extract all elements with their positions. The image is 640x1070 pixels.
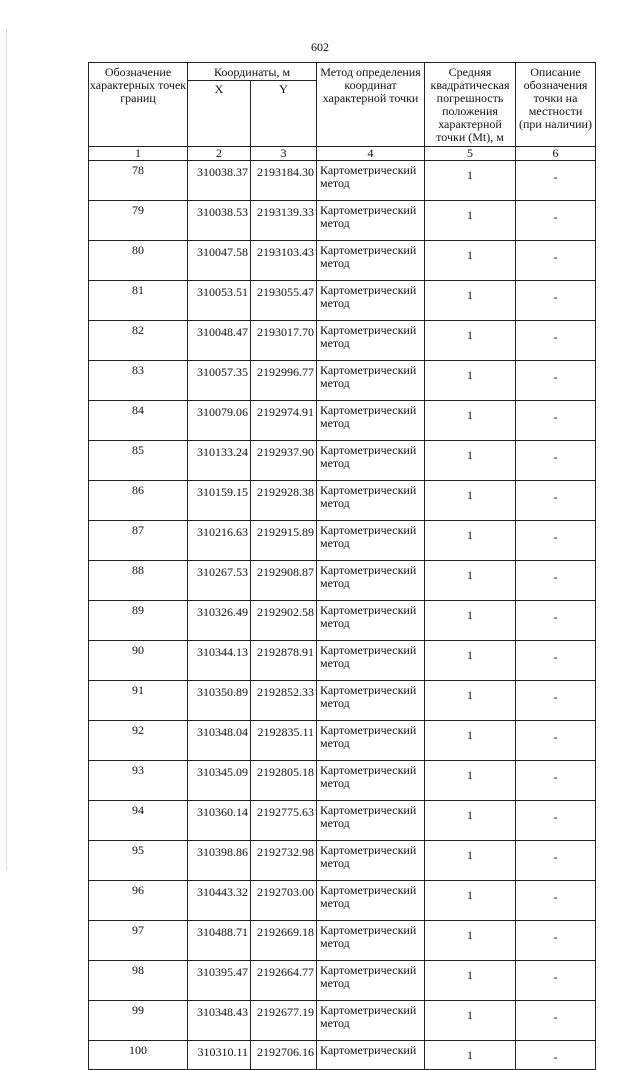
y-coordinate-cell: 2193055.47 [251,281,317,321]
method-cell: Картометрический метод [317,601,425,641]
header-x: X [188,81,251,147]
table-row [89,761,596,801]
accuracy-cell: 1 [425,281,516,321]
accuracy-cell: 1 [425,961,516,1001]
point-cell: 98 [89,961,188,1001]
accuracy-cell: 1 [425,201,516,241]
point-cell: 96 [89,881,188,921]
y-coordinate-cell: 2192805.18 [251,761,317,801]
y-coordinate-cell: 2192703.00 [251,881,317,921]
column-number: 3 [251,147,317,161]
accuracy-cell: 1 [425,761,516,801]
y-coordinate-cell: 2192732.98 [251,841,317,881]
table-row [89,321,596,361]
method-cell: Картометрический метод [317,321,425,361]
table-row [89,521,596,561]
accuracy-cell: 1 [425,1001,516,1041]
header-point: Обозначение характерных точек границ [89,63,188,147]
accuracy-cell: 1 [425,241,516,281]
accuracy-cell: 1 [425,601,516,641]
method-cell: Картометрический метод [317,761,425,801]
point-cell: 80 [89,241,188,281]
description-cell: - [516,321,596,361]
y-coordinate-cell: 2192677.19 [251,1001,317,1041]
point-cell: 95 [89,841,188,881]
table-row [89,641,596,681]
x-coordinate-cell: 310360.14 [188,801,251,841]
y-coordinate-cell: 2192706.16 [251,1041,317,1070]
y-coordinate-cell: 2192852.33 [251,681,317,721]
point-cell: 78 [89,161,188,201]
y-coordinate-cell: 2192974.91 [251,401,317,441]
accuracy-cell: 1 [425,481,516,521]
y-coordinate-cell: 2192915.89 [251,521,317,561]
point-cell: 100 [89,1041,188,1070]
x-coordinate-cell: 310398.86 [188,841,251,881]
x-coordinate-cell: 310267.53 [188,561,251,601]
y-coordinate-cell: 2192775.63 [251,801,317,841]
column-number: 6 [516,147,596,161]
accuracy-cell: 1 [425,721,516,761]
method-cell: Картометрический метод [317,641,425,681]
description-cell: - [516,601,596,641]
accuracy-cell: 1 [425,1041,516,1070]
x-coordinate-cell: 310159.15 [188,481,251,521]
table-row [89,601,596,641]
x-coordinate-cell: 310326.49 [188,601,251,641]
y-coordinate-cell: 2192669.18 [251,921,317,961]
description-cell: - [516,801,596,841]
accuracy-cell: 1 [425,561,516,601]
description-cell: - [516,841,596,881]
y-coordinate-cell: 2192996.77 [251,361,317,401]
accuracy-cell: 1 [425,521,516,561]
y-coordinate-cell: 2192937.90 [251,441,317,481]
description-cell: - [516,481,596,521]
table-row [89,481,596,521]
table-row [89,281,596,321]
point-cell: 91 [89,681,188,721]
method-cell: Картометрический метод [317,921,425,961]
point-cell: 90 [89,641,188,681]
description-cell: - [516,961,596,1001]
x-coordinate-cell: 310038.37 [188,161,251,201]
point-cell: 93 [89,761,188,801]
accuracy-cell: 1 [425,161,516,201]
x-coordinate-cell: 310350.89 [188,681,251,721]
y-coordinate-cell: 2192908.87 [251,561,317,601]
page-number: 602 [311,40,329,54]
description-cell: - [516,161,596,201]
table-row [89,201,596,241]
point-cell: 88 [89,561,188,601]
table-row [89,401,596,441]
method-cell: Картометрический метод [317,361,425,401]
method-cell: Картометрический метод [317,401,425,441]
point-cell: 89 [89,601,188,641]
accuracy-cell: 1 [425,441,516,481]
description-cell: - [516,201,596,241]
description-cell: - [516,561,596,601]
x-coordinate-cell: 310133.24 [188,441,251,481]
y-coordinate-cell: 2193017.70 [251,321,317,361]
method-cell: Картометрический метод [317,281,425,321]
scan-edge-line [6,30,8,870]
y-coordinate-cell: 2192928.38 [251,481,317,521]
x-coordinate-cell: 310048.47 [188,321,251,361]
method-cell: Картометрический метод [317,881,425,921]
description-cell: - [516,401,596,441]
description-cell: - [516,681,596,721]
method-cell: Картометрический метод [317,441,425,481]
description-cell: - [516,761,596,801]
point-cell: 83 [89,361,188,401]
x-coordinate-cell: 310053.51 [188,281,251,321]
table-row [89,561,596,601]
accuracy-cell: 1 [425,681,516,721]
x-coordinate-cell: 310079.06 [188,401,251,441]
header-y: Y [251,81,317,147]
table-row [89,1001,596,1041]
table-row [89,721,596,761]
table-row [89,961,596,1001]
description-cell: - [516,241,596,281]
x-coordinate-cell: 310057.35 [188,361,251,401]
header-accuracy: Средняя квадратическая погрешность положения характерной точки (Mt), м [425,63,516,147]
table-row [89,881,596,921]
table-row [89,361,596,401]
description-cell: - [516,361,596,401]
table-row [89,1041,596,1070]
accuracy-cell: 1 [425,321,516,361]
method-cell: Картометрический метод [317,201,425,241]
y-coordinate-cell: 2193103.43 [251,241,317,281]
header-coordinates: Координаты, м [188,63,317,81]
table-row [89,161,596,201]
point-cell: 86 [89,481,188,521]
x-coordinate-cell: 310345.09 [188,761,251,801]
x-coordinate-cell: 310395.47 [188,961,251,1001]
method-cell: Картометрический [317,1041,425,1070]
point-cell: 87 [89,521,188,561]
accuracy-cell: 1 [425,641,516,681]
accuracy-cell: 1 [425,801,516,841]
y-coordinate-cell: 2192902.58 [251,601,317,641]
method-cell: Картометрический метод [317,961,425,1001]
column-number: 2 [188,147,251,161]
x-coordinate-cell: 310488.71 [188,921,251,961]
header-method: Метод определения координат характерной точки [317,63,425,147]
description-cell: - [516,441,596,481]
method-cell: Картометрический метод [317,241,425,281]
point-cell: 92 [89,721,188,761]
description-cell: - [516,281,596,321]
column-number: 1 [89,147,188,161]
method-cell: Картометрический метод [317,561,425,601]
point-cell: 85 [89,441,188,481]
x-coordinate-cell: 310344.13 [188,641,251,681]
y-coordinate-cell: 2193139.33 [251,201,317,241]
column-number-row [89,147,596,161]
accuracy-cell: 1 [425,401,516,441]
table-row [89,801,596,841]
description-cell: - [516,881,596,921]
description-cell: - [516,1001,596,1041]
method-cell: Картометрический метод [317,481,425,521]
table-row [89,681,596,721]
x-coordinate-cell: 310443.32 [188,881,251,921]
accuracy-cell: 1 [425,841,516,881]
accuracy-cell: 1 [425,881,516,921]
x-coordinate-cell: 310038.53 [188,201,251,241]
point-cell: 82 [89,321,188,361]
method-cell: Картометрический метод [317,1001,425,1041]
y-coordinate-cell: 2192664.77 [251,961,317,1001]
method-cell: Картометрический метод [317,721,425,761]
column-number: 4 [317,147,425,161]
point-cell: 97 [89,921,188,961]
x-coordinate-cell: 310310.11 [188,1041,251,1070]
point-cell: 99 [89,1001,188,1041]
table-row [89,841,596,881]
point-cell: 81 [89,281,188,321]
x-coordinate-cell: 310348.04 [188,721,251,761]
accuracy-cell: 1 [425,361,516,401]
y-coordinate-cell: 2192835.11 [251,721,317,761]
accuracy-cell: 1 [425,921,516,961]
method-cell: Картометрический метод [317,801,425,841]
column-number: 5 [425,147,516,161]
method-cell: Картометрический метод [317,681,425,721]
method-cell: Картометрический метод [317,521,425,561]
description-cell: - [516,721,596,761]
x-coordinate-cell: 310216.63 [188,521,251,561]
table-row [89,441,596,481]
y-coordinate-cell: 2192878.91 [251,641,317,681]
x-coordinate-cell: 310348.43 [188,1001,251,1041]
description-cell: - [516,641,596,681]
table-body [89,161,596,1070]
x-coordinate-cell: 310047.58 [188,241,251,281]
method-cell: Картометрический метод [317,161,425,201]
table-row [89,921,596,961]
description-cell: - [516,921,596,961]
coordinates-table [88,62,596,1070]
table-row [89,241,596,281]
description-cell: - [516,521,596,561]
description-cell: - [516,1041,596,1070]
point-cell: 84 [89,401,188,441]
point-cell: 94 [89,801,188,841]
method-cell: Картометрический метод [317,841,425,881]
point-cell: 79 [89,201,188,241]
y-coordinate-cell: 2193184.30 [251,161,317,201]
header-description: Описание обозначения точки на местности (при наличии) [516,63,596,147]
